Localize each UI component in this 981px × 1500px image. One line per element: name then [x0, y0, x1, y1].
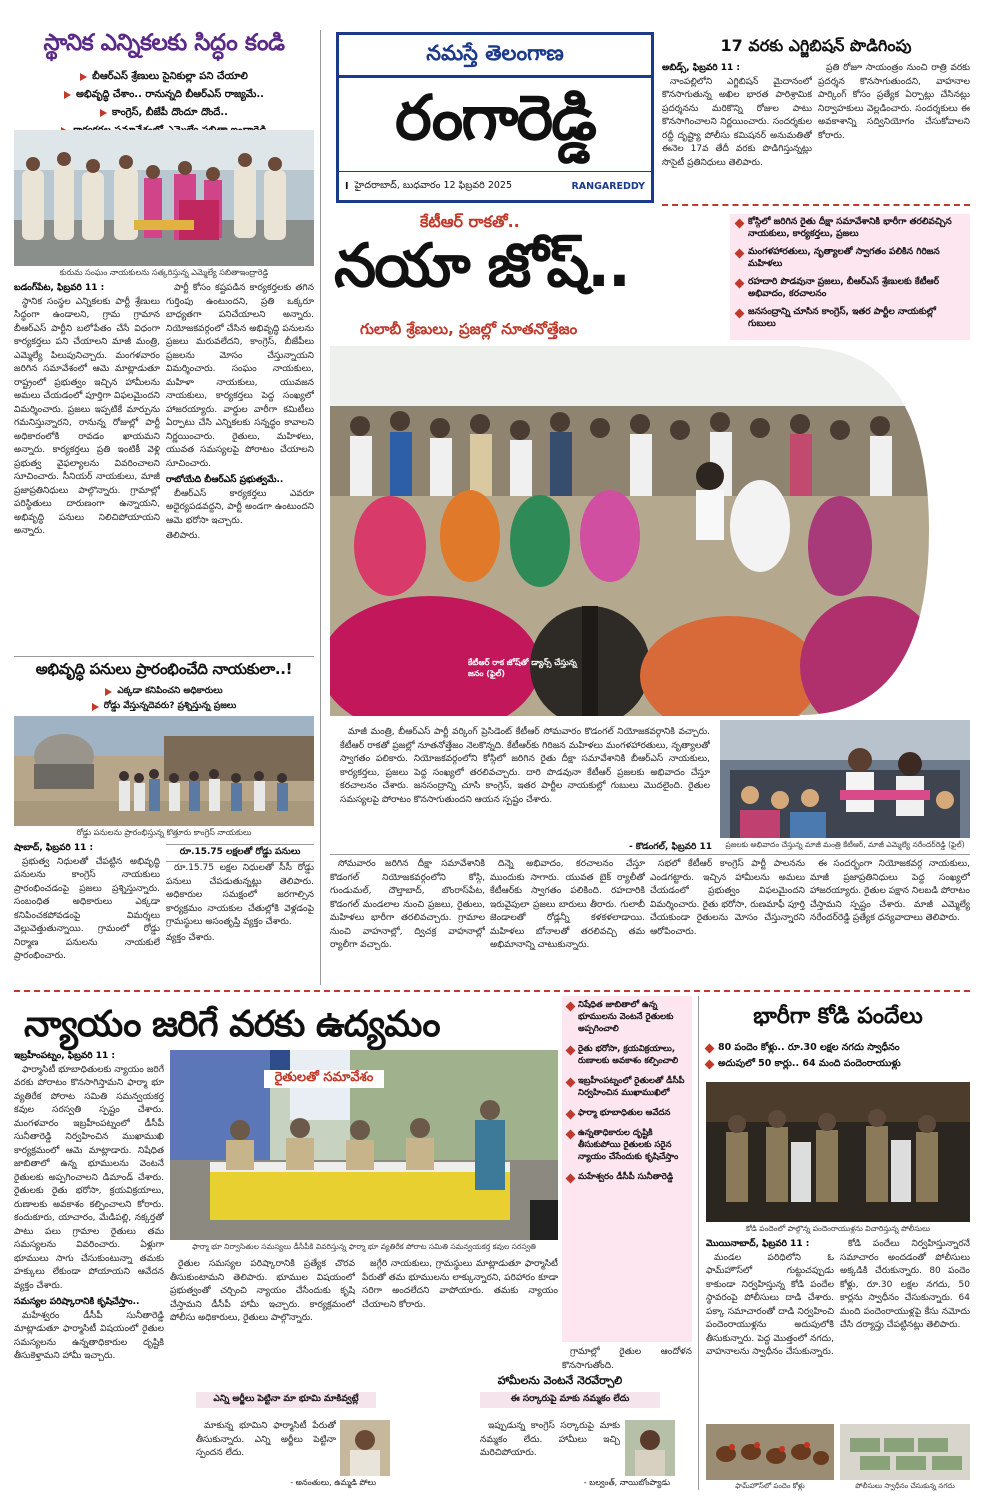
- main-photo-caption: కేటీఆర్‌ రాక జోష్‌తో డ్యాన్స్‌ చేస్తున్న జనం (ఫైల్‌): [468, 658, 577, 678]
- bottom-right-photo: [706, 1082, 970, 1222]
- promises-head: హామీలను వెంటనే నెరవేర్చాలి: [497, 1374, 623, 1387]
- dev-bullet: రోడ్డు వేస్తున్నదెవరు? ప్రశ్నిస్తున్న ప్రజలు: [14, 701, 314, 713]
- main-bullet: మంగళహారతులు, నృత్యాలతో స్వాగతం పలికిన గిరిజన మహిళలు: [730, 244, 970, 274]
- bottom-left-subhead: సమస్యల పరిష్కారానికి కృషిచేస్తాం..: [14, 1297, 140, 1307]
- quote1-name: - అనంతులు, ఉమ్మడి పోలు: [290, 1478, 376, 1487]
- main-inset-caption: ప్రజలకు అభివాదం చేస్తున్న మాజీ మంత్రి కేటీఆర్‌, మాజీ ఎమ్మెల్యే నరేందర్‌రెడ్డి (ఫైల్‌): [725, 840, 965, 849]
- quote2-head: ఈ సర్కారుపై మాకు నమ్మకం లేదు: [480, 1392, 660, 1408]
- quote1-photo: [340, 1420, 390, 1476]
- roosters-image: [706, 1424, 834, 1480]
- farmer-portrait-image: [340, 1420, 390, 1476]
- top-right-story: [662, 36, 970, 59]
- quote1-head: ఎన్ని అర్జీలు పెట్టినా మా భూమి మాకివ్వట్లే: [196, 1392, 376, 1408]
- dev-story: [14, 660, 314, 713]
- bottom-right-caption2: ఫామ్‌హౌస్‌లో పందెం కోళ్లు: [735, 1482, 805, 1490]
- masthead-edition-en: RANGAREDDY: [571, 180, 645, 192]
- top-right-body-col2: [818, 62, 970, 198]
- body-text: స్థానిక సంస్థల ఎన్నికలకు పార్టీ శ్రేణులు సిద్ధంగా ఉండాలని, గ్రామ గ్రామాన బీఆర్‌ఎస్‌ పార్టీని బలోపేతం చేసే విధంగా కార్యకర్తలు పని చేయాలని మాజీ మంత్రి, ఎమ్మెల్యే పిలుపునిచ్చారు. మంగళవారం జరిగిన సమావేశంలో ఆమె మాట్లాడుతూ రాష్ట్రంలో ప్రభుత్వం ఇచ్చిన హామీలను అమలు చేయడంలో పూర్తిగా విఫలమైందని విమర్శించారు. ప్రజలు ఇప్పటికే మార్పును గమనిస్తున్నారని, రానున్న రోజుల్లో పార్టీ అధికారంలోకి రావడం ఖాయమని అన్నారు. కార్యకర్తలు ప్రతి ఇంటికీ వెళ్లి ప్రభుత్వ వైఫల్యాలను వివరించాలని సూచించారు. సీనియర్‌ నాయకులు, మాజీ ప్రజాప్రతినిధులు పాల్గొన్నారు. గ్రామాల్లో పరిస్థితులు దారుణంగా ఉన్నాయని, అభివృద్ధి పనులు నిలిచిపోయాయని అన్నారు.: [14, 296, 160, 536]
- main-cont-col2: [490, 858, 645, 984]
- main-photo: [330, 346, 970, 716]
- left-story-body-end: తెలిపారు.: [166, 531, 201, 541]
- divider: [330, 854, 970, 855]
- body-text: రూ.15.75 లక్షల నిధులతో సీసీ రోడ్డు పనులు చేపడుతున్నట్లు తెలిపారు. అధికారుల సమక్షంలో జరగాల్సిన కార్యక్రమం నాయకుల చేతుల్లోకి వెళ్లడంపై గ్రామస్థులు అసంతృప్తి వ్యక్తం చేశారు.: [166, 863, 314, 927]
- body-text: రైతుల సమస్యల పరిష్కారానికి ప్రత్యేక చొరవ తీసుకుంటామని తెలిపారు. భూముల విషయంలో ప్రభుత్వంతో చర్చించి న్యాయం చేసేందుకు కృషి చేస్తామని డీసీపీ హామీ ఇచ్చారు. కార్యక్రమంలో పోలీసు అధికారులు, రైతులు పాల్గొన్నారు.: [170, 1259, 355, 1323]
- bottom-right-caption3: పోలీసులు స్వాధీనం చేసుకున్న నగదు: [855, 1482, 955, 1490]
- left-story-body-col1: [14, 282, 160, 654]
- top-right-dateline: అబిడ్స్‌, ఫిబ్రవరి 11 :: [662, 63, 740, 73]
- bottom-left-body-col1: [14, 1050, 164, 1470]
- body-text: మండల పరిధిలోని ఓ ఫామ్‌హౌస్‌లో గుట్టుచప్పుడు కాకుండా నిర్వహిస్తున్న కోడి పందేల స్థావరంపై పోలీసులు దాడి చేశారు. పక్కా సమాచారంతో దాడి నిర్వహించి పందెంరాయుళ్లను అదుపులోకి తీసుకున్నారు. పెద్ద మొత్తంలో నగదు, వాహనాలను స్వాధీనం చేసుకున్నారు.: [706, 1252, 834, 1357]
- bottom-right-dateline: మొయినాబాద్‌, ఫిబ్రవరి 11 :: [706, 1239, 810, 1249]
- left-story-photo: [14, 130, 314, 266]
- bottom-right-body-col2: [840, 1238, 970, 1420]
- bottom-right-headline: భారీగా కోడి పందేలు: [753, 1004, 923, 1029]
- quote2-box: [480, 1392, 660, 1408]
- br-bullet: అదుపులో 50 కార్లు.. 64 మంది పందెంరాయుళ్లు: [706, 1058, 970, 1071]
- seized-cash-image: [840, 1424, 970, 1480]
- main-bullets-box: [730, 214, 970, 340]
- body-text: ప్రతి రోజూ సాయంత్రం నుంచి రాత్రి వరకు ప్రదర్శన కొనసాగుతుందని, వాహనాల పార్కింగ్‌ కోసం ప్రత్యేక ఏర్పాట్లు చేసినట్లు నిర్వాహకులు వెల్లడించారు. సందర్శకులు ఈ అవకాశాన్ని సద్వినియోగం చేసుకోవాలని కోరారు.: [818, 63, 970, 141]
- left-bullet: కాంగ్రెస్‌, బీజేపీ దొందూ దొందే..: [14, 106, 314, 120]
- main-inset-photo: [720, 720, 970, 838]
- body-text: కోడి పందేలు నిర్వహిస్తున్నారనే సమాచారం అందడంతో పోలీసులు అక్కడికి చేరుకున్నారు. 80 పందెం కోళ్లు, రూ.30 లక్షల నగదు, 50 కార్లను స్వాధీనం చేసుకున్నారు. 64 మంది పందెంరాయుళ్లపై కేసు నమోదు చేసి దర్యాప్తు చేపట్టినట్లు తెలిపారు.: [840, 1239, 970, 1330]
- bl-bullet: రైతు భరోసా, క్రయవిక్రయాలు, రుణాలకు అవకాశం కల్పించాలి: [562, 1040, 692, 1072]
- masthead-paper-name: నమస్తే తెలంగాణ: [339, 35, 651, 78]
- quote2-body: [480, 1420, 620, 1472]
- main-bullet: జనసంద్రాన్ని చూసిన కాంగ్రెస్‌, ఇతర పార్టీల నాయకుల్లో గుబులు: [730, 304, 970, 334]
- crowd-photo-image: [14, 130, 314, 266]
- quote2-photo: [625, 1420, 675, 1476]
- bottom-right-photo-caption: కోడి పందెంలో పాల్గొన్న పందెంరాయుళ్లను విచారిస్తున్న పోలీసులు: [746, 1224, 930, 1233]
- road-work-image: [14, 716, 314, 826]
- left-story-body-col2: [166, 282, 314, 654]
- body-text: సభలో కేటీఆర్‌ కాంగ్రెస్‌ పార్టీ పాలనను ఎండగట్టారు. ఇచ్చిన హామీలను అమలు చేయడంలో ప్రభుత్వం విఫలమైందని విమర్శించారు. రైతు భరోసా, రుణమాఫీ పూర్తి చేయకుండా రైతులను మోసం చేస్తున్నారని ఆరోపించారు.: [650, 859, 805, 937]
- column-divider: [320, 30, 321, 985]
- bottom-left-headline: న్యాయం జరిగే వరకు ఉద్యమం: [24, 1004, 440, 1045]
- masthead-edition: రంగారెడ్డి: [395, 81, 595, 154]
- dev-story-body-col1: [14, 842, 160, 982]
- body-text: సోమవారం జరిగిన దీక్షా సమావేశానికి కొడంగల్‌ నియోజకవర్గంలోని కోస్గి, గుండుమల్‌, దౌల్తాబాద్‌, బొంరాస్‌పేట, కొడంగల్‌ మండలాల నుంచి ప్రజలు, రైతులు, మహిళలు భారీగా తరలివచ్చారు. గ్రామాల నుంచి వాహనాల్లో, ద్విచక్ర వాహనాల్లో ర్యాలీగా వచ్చారు.: [330, 859, 485, 950]
- body-text: ఈ సందర్భంగా నియోజకవర్గ నాయకులు, మాజీ ప్రజాప్రతినిధులు పెద్ద సంఖ్యలో హాజరయ్యారు. రైతుల పక్షాన నిలబడి పోరాటం చేస్తామని స్పష్టం చేశారు. మాజీ ఎమ్మెల్యే నరేందర్‌రెడ్డి ప్రత్యేక ధన్యవాదాలు తెలిపారు.: [810, 859, 970, 923]
- main-body: [340, 726, 710, 844]
- left-story-dateline: బడంగ్‌పేట, ఫిబ్రవరి 11 :: [14, 283, 105, 293]
- masthead-page-marker: I: [345, 180, 349, 192]
- section-divider: [14, 990, 970, 992]
- column-divider: [698, 996, 699, 1490]
- br-bullet: 80 పందెం కోళ్లు.. రూ.30 లక్షల నగదు స్వాధీనం: [706, 1042, 970, 1055]
- farmer-portrait-image: [625, 1420, 675, 1476]
- dev-story-photo: [14, 716, 314, 826]
- dev-bullet: ఎక్కడా కనిపించని అధికారులు: [14, 686, 314, 698]
- main-headline: నయా జోష్‌..: [334, 231, 629, 301]
- bottom-right-photo2: [706, 1424, 834, 1480]
- left-bullet: బీఆర్‌ఎస్‌ శ్రేణులు సైనికుల్లా పని చేయాలి: [14, 70, 314, 84]
- top-right-headline: 17 వరకు ఎగ్జిబిషన్‌ పొడిగింపు: [720, 36, 912, 55]
- body-text: ప్రభుత్వ నిధులతో చేపట్టిన అభివృద్ధి పనులను కాంగ్రెస్‌ నాయకులు ప్రారంభించడంపై ప్రజలు ప్రశ్నిస్తున్నారు. సంబంధిత అధికారులు ఎక్కడా కనిపించకపోవడంపై విమర్శలు వెల్లువెత్తుతున్నాయి. గ్రామంలో రోడ్డు నిర్మాణ పనులను నాయకులే ప్రారంభించారు.: [14, 856, 160, 961]
- dev-story-subbadge: [166, 844, 314, 862]
- main-cont-col1: [330, 858, 485, 984]
- body-text: ఇప్పుడున్న కాంగ్రెస్‌ సర్కారుపై మాకు నమ్మకం లేదు. హామీలు ఇచ్చి మరిచిపోయారు.: [480, 1421, 620, 1458]
- left-story-bullets: [14, 70, 314, 138]
- main-cont-col4: [810, 858, 970, 984]
- bottom-left-photo-caption: ఫార్మా భూ నిర్వాసితుల సమస్యలు డీసీపీకి వివరిస్తున్న ఫార్మా భూ వ్యతిరేక పోరాట సమితి సమన్వయకర్త కవుల సరస్వతి: [192, 1242, 536, 1251]
- body-text: గ్రామాల్లో రైతుల ఆందోళన కొనసాగుతోంది.: [562, 1347, 692, 1370]
- body-text: ఫార్మాసిటీ భూబాధితులకు న్యాయం జరిగే వరకు పోరాటం కొనసాగిస్తామని ఫార్మా భూ వ్యతిరేక పోరాట సమితి సమన్వయకర్త కవుల సరస్వతి స్పష్టం చేశారు. మంగళవారం ఇబ్రహీంపట్నంలో డీసీపీ సునీతారెడ్డి నిర్వహించిన ముఖాముఖి కార్యక్రమంలో ఆమె మాట్లాడారు. నిషేధిత జాబితాలో ఉన్న భూములను వెంటనే రైతులకు అప్పగించాలని డిమాండ్‌ చేశారు. రైతులకు రైతు భరోసా, క్రయవిక్రయాలు, రుణాలకు అవకాశం కల్పించాలని కోరారు. కందుకూరు, యాచారం, మేడిపల్లి, నక్కర్తతో పాటు పలు గ్రామాల రైతులు తమ సమస్యలను వివరించారు. ఏళ్లుగా భూములు సాగు చేసుకుంటున్నా తమకు హక్కులు లేకుండా పోయాయని ఆవేదన వ్యక్తం చేశారు.: [14, 1064, 164, 1291]
- top-right-body-col1: [662, 62, 812, 198]
- bottom-right-photo3: [840, 1424, 970, 1480]
- cockfight-raid-image: [706, 1082, 970, 1222]
- main-kicker: కేటీఆర్‌ రాకతో..: [420, 212, 520, 231]
- masthead: [336, 32, 654, 203]
- body-text: మాకున్న భూమిని ఫార్మాసిటీ పేరుతో తీసుకున్నారు. ఎన్ని అర్జీలు పెట్టినా స్పందన లేదు.: [196, 1421, 336, 1458]
- masthead-dateline: హైదరాబాద్‌, బుధవారం 12 ఫిబ్రవరి 2025: [354, 179, 513, 191]
- dev-story-headline: అభివృద్ధి పనులు ప్రారంభించేది నాయకులా..!: [35, 660, 293, 678]
- main-byline: - కొడంగల్‌, ఫిబ్రవరి 11: [628, 842, 712, 852]
- left-story: [14, 30, 314, 138]
- main-cont-col3: [650, 858, 805, 984]
- bottom-left-bullets-box: [562, 996, 692, 1342]
- divider: [14, 656, 314, 657]
- dev-story-dateline: షాబాద్‌, ఫిబ్రవరి 11 :: [14, 843, 94, 853]
- dancing-crowd-image: [330, 346, 970, 716]
- masthead-dateline-bar: [339, 171, 651, 200]
- bottom-right-bullets: [706, 1042, 970, 1071]
- bl-bullet: మహేశ్వరం డీసీపీ సునీతారెడ్డి: [562, 1168, 692, 1188]
- body-text: పార్టీ కోసం కష్టపడిన కార్యకర్తలకు తగిన గుర్తింపు ఉంటుందని, ప్రతి ఒక్కరూ బాధ్యతగా పనిచేయాలని అన్నారు. నియోజకవర్గంలో చేసిన అభివృద్ధి పనులను ప్రజలు మరువలేదని, కాంగ్రెస్‌, బీజేపీలు ప్రజలను మోసం చేస్తున్నాయని విమర్శించారు. సంఘం నాయకులు, మహిళా నాయకులు, యువజన నాయకులు, కార్యకర్తలు పెద్ద సంఖ్యలో హాజరయ్యారు. వార్డుల వారీగా కమిటీలు ఏర్పాటు చేసి ఎన్నికలకు సన్నద్ధం కావాలని నిర్ణయించారు. రైతులు, మహిళలు, యువత సమస్యలపై పోరాటం చేయాలని సూచించారు.: [166, 283, 314, 469]
- quote1-body: [196, 1420, 336, 1472]
- dev-story-body-end: వ్యక్తం చేశారు.: [166, 932, 215, 943]
- bl-bullet: ఉన్నతాధికారుల దృష్టికి తీసుకుపోయి రైతులకు సరైన న్యాయం చేసేందుకు కృషిచేస్తాం: [562, 1124, 692, 1168]
- body-text: నాంపల్లిలోని ఎగ్జిబిషన్‌ మైదానంలో కొనసాగుతున్న అఖిల భారత పారిశ్రామిక ప్రదర్శనను మరికొన్ని రోజుల పాటు కొనసాగించాలని నిర్ణయించారు. సందర్శకుల రద్దీ దృష్ట్యా పోలీసు కమిషనర్‌ అనుమతితో ఈనెల 17వ తేదీ వరకు పొడిగిస్తున్నట్లు సొసైటీ ప్రతినిధులు తెలిపారు.: [662, 76, 812, 168]
- body-text: మహేశ్వరం డీసీపీ సునీతారెడ్డి మాట్లాడుతూ ఫార్మాసిటీ విషయంలో రైతుల సమస్యలను ఉన్నతాధికారుల దృష్టికి తీసుకెళ్తామని హామీ ఇచ్చారు.: [14, 1310, 164, 1361]
- body-text: దిన్నె అభివాదం, కరచాలనం చేస్తూ ముందుకు సాగారు. యువత బైక్‌ ర్యాలీతో కేటీఆర్‌కు స్వాగతం పలికింది. రహదారికి ఇరువైపులా ప్రజలు బారులు తీరారు. గులాబీ జెండాలతో రోడ్లన్నీ కళకళలాడాయి. మహిళలు బోనాలతో తరలివచ్చి తమ అభిమానాన్ని చాటుకున్నారు.: [490, 859, 645, 950]
- body-text: జగ్గేరి నాయకులు, గ్రామస్థులు మాట్లాడుతూ ఫార్మాసిటీ పేరుతో తమ భూములను లాక్కున్నారని, పరిహారం కూడా సరిగా అందలేదని వాపోయారు. తమకు న్యాయం చేయాలని కోరారు.: [362, 1259, 558, 1310]
- bl-bullet: ఇబ్రహీంపట్నంలో రైతులతో డీసీపీ నిర్వహించిన ముఖాముఖిలో: [562, 1072, 692, 1104]
- quote2-name: - బల్వంత్‌, నాయిబోంప్యాడు: [583, 1478, 670, 1487]
- bl-bullet: నిషేధిత జాబితాలో ఉన్న భూములను వెంటనే రైతులకు అప్పగించాలి: [562, 996, 692, 1040]
- dev-photo-caption: రోడ్డు పనులను ప్రారంభిస్తున్న కొత్తూరు కాంగ్రెస్‌ నాయకులు: [76, 828, 252, 837]
- bottom-left-body-col4: [562, 1346, 692, 1370]
- left-story-headline: స్థానిక ఎన్నికలకు సిద్ధం కండి: [43, 30, 285, 56]
- ktr-greeting-image: [720, 720, 970, 838]
- quote1-box: [196, 1392, 376, 1408]
- subbadge-text: రూ.15.75 లక్షలతో రోడ్డు పనులు: [166, 844, 314, 862]
- bottom-left-body-col2: [170, 1258, 355, 1370]
- left-photo-caption: కురుమ సంఘం నాయకులను సత్కరిస్తున్న ఎమ్మెల్యే సబితాఇంద్రారెడ్డి: [59, 268, 269, 277]
- bottom-left-dateline: ఇబ్రహీంపట్నం, ఫిబ్రవరి 11 :: [14, 1051, 116, 1061]
- bottom-left-body-col3: [362, 1258, 558, 1370]
- body-text: బీఆర్‌ఎస్‌ కార్యకర్తలు ఎవరూ అధైర్యపడవద్దని, పార్టీ అండగా ఉంటుందని ఆమె భరోసా ఇచ్చారు.: [166, 488, 314, 526]
- left-story-subhead: రాబోయేది బీఆర్‌ఎస్‌ ప్రభుత్వమే..: [166, 475, 284, 485]
- bottom-right-body-col1: [706, 1238, 834, 1420]
- dashed-divider: [662, 204, 970, 206]
- main-bullet: కోస్గిలో జరిగిన రైతు దీక్షా సమావేశానికి భారీగా తరలివచ్చిన నాయకులు, కార్యకర్తలు, ప్రజలు: [730, 214, 970, 244]
- main-subheadline: గులాబీ శ్రేణులు, ప్రజల్లో నూతనోత్తేజం: [360, 320, 578, 338]
- bottom-left-banner: రైతులతో సమావేశం: [264, 1070, 384, 1088]
- bl-bullet: ఫార్మా భూబాధితుల ఆవేదన: [562, 1104, 692, 1124]
- body-text: మాజీ మంత్రి, బీఆర్‌ఎస్‌ పార్టీ వర్కింగ్‌ ప్రెసిడెంట్‌ కేటీఆర్‌ సోమవారం కొడంగల్‌ నియోజకవర్గానికి వచ్చారు. కేటీఆర్‌ రాకతో ప్రజల్లో నూతనోత్తేజం నెలకొన్నది. కేటీఆర్‌కు గిరిజన మహిళలు మంగళహారతులు, నృత్యాలతో స్వాగతం పలికారు. నియోజకవర్గంలోని కోస్గిలో జరిగిన రైతు దీక్షా సమావేశానికి బీఆర్‌ఎస్‌ నాయకులు, కార్యకర్తలు, ప్రజలు పెద్ద సంఖ్యలో తరలివచ్చారు. దారి పొడవునా కేటీఆర్‌ ప్రజలకు అభివాదం చేస్తూ కరచాలనం చేశారు. జనసంద్రాన్ని చూసి కాంగ్రెస్‌, ఇతర పార్టీల నాయకుల్లో గుబులు మొదలైంది. రైతుల సమస్యలపై పోరాటం కొనసాగుతుందని ఆయన స్పష్టం చేశారు.: [340, 727, 710, 805]
- dev-story-body-col2: [166, 862, 314, 982]
- left-bullet: అభివృద్ధి చేశాం.. రానున్నది బీఆర్‌ఎస్‌ రాజ్యమే..: [14, 88, 314, 102]
- main-bullet: రహదారి పొడవునా ప్రజలు, బీఆర్‌ఎస్‌ శ్రేణులకు కేటీఆర్‌ అభివాదం, కరచాలనం: [730, 274, 970, 304]
